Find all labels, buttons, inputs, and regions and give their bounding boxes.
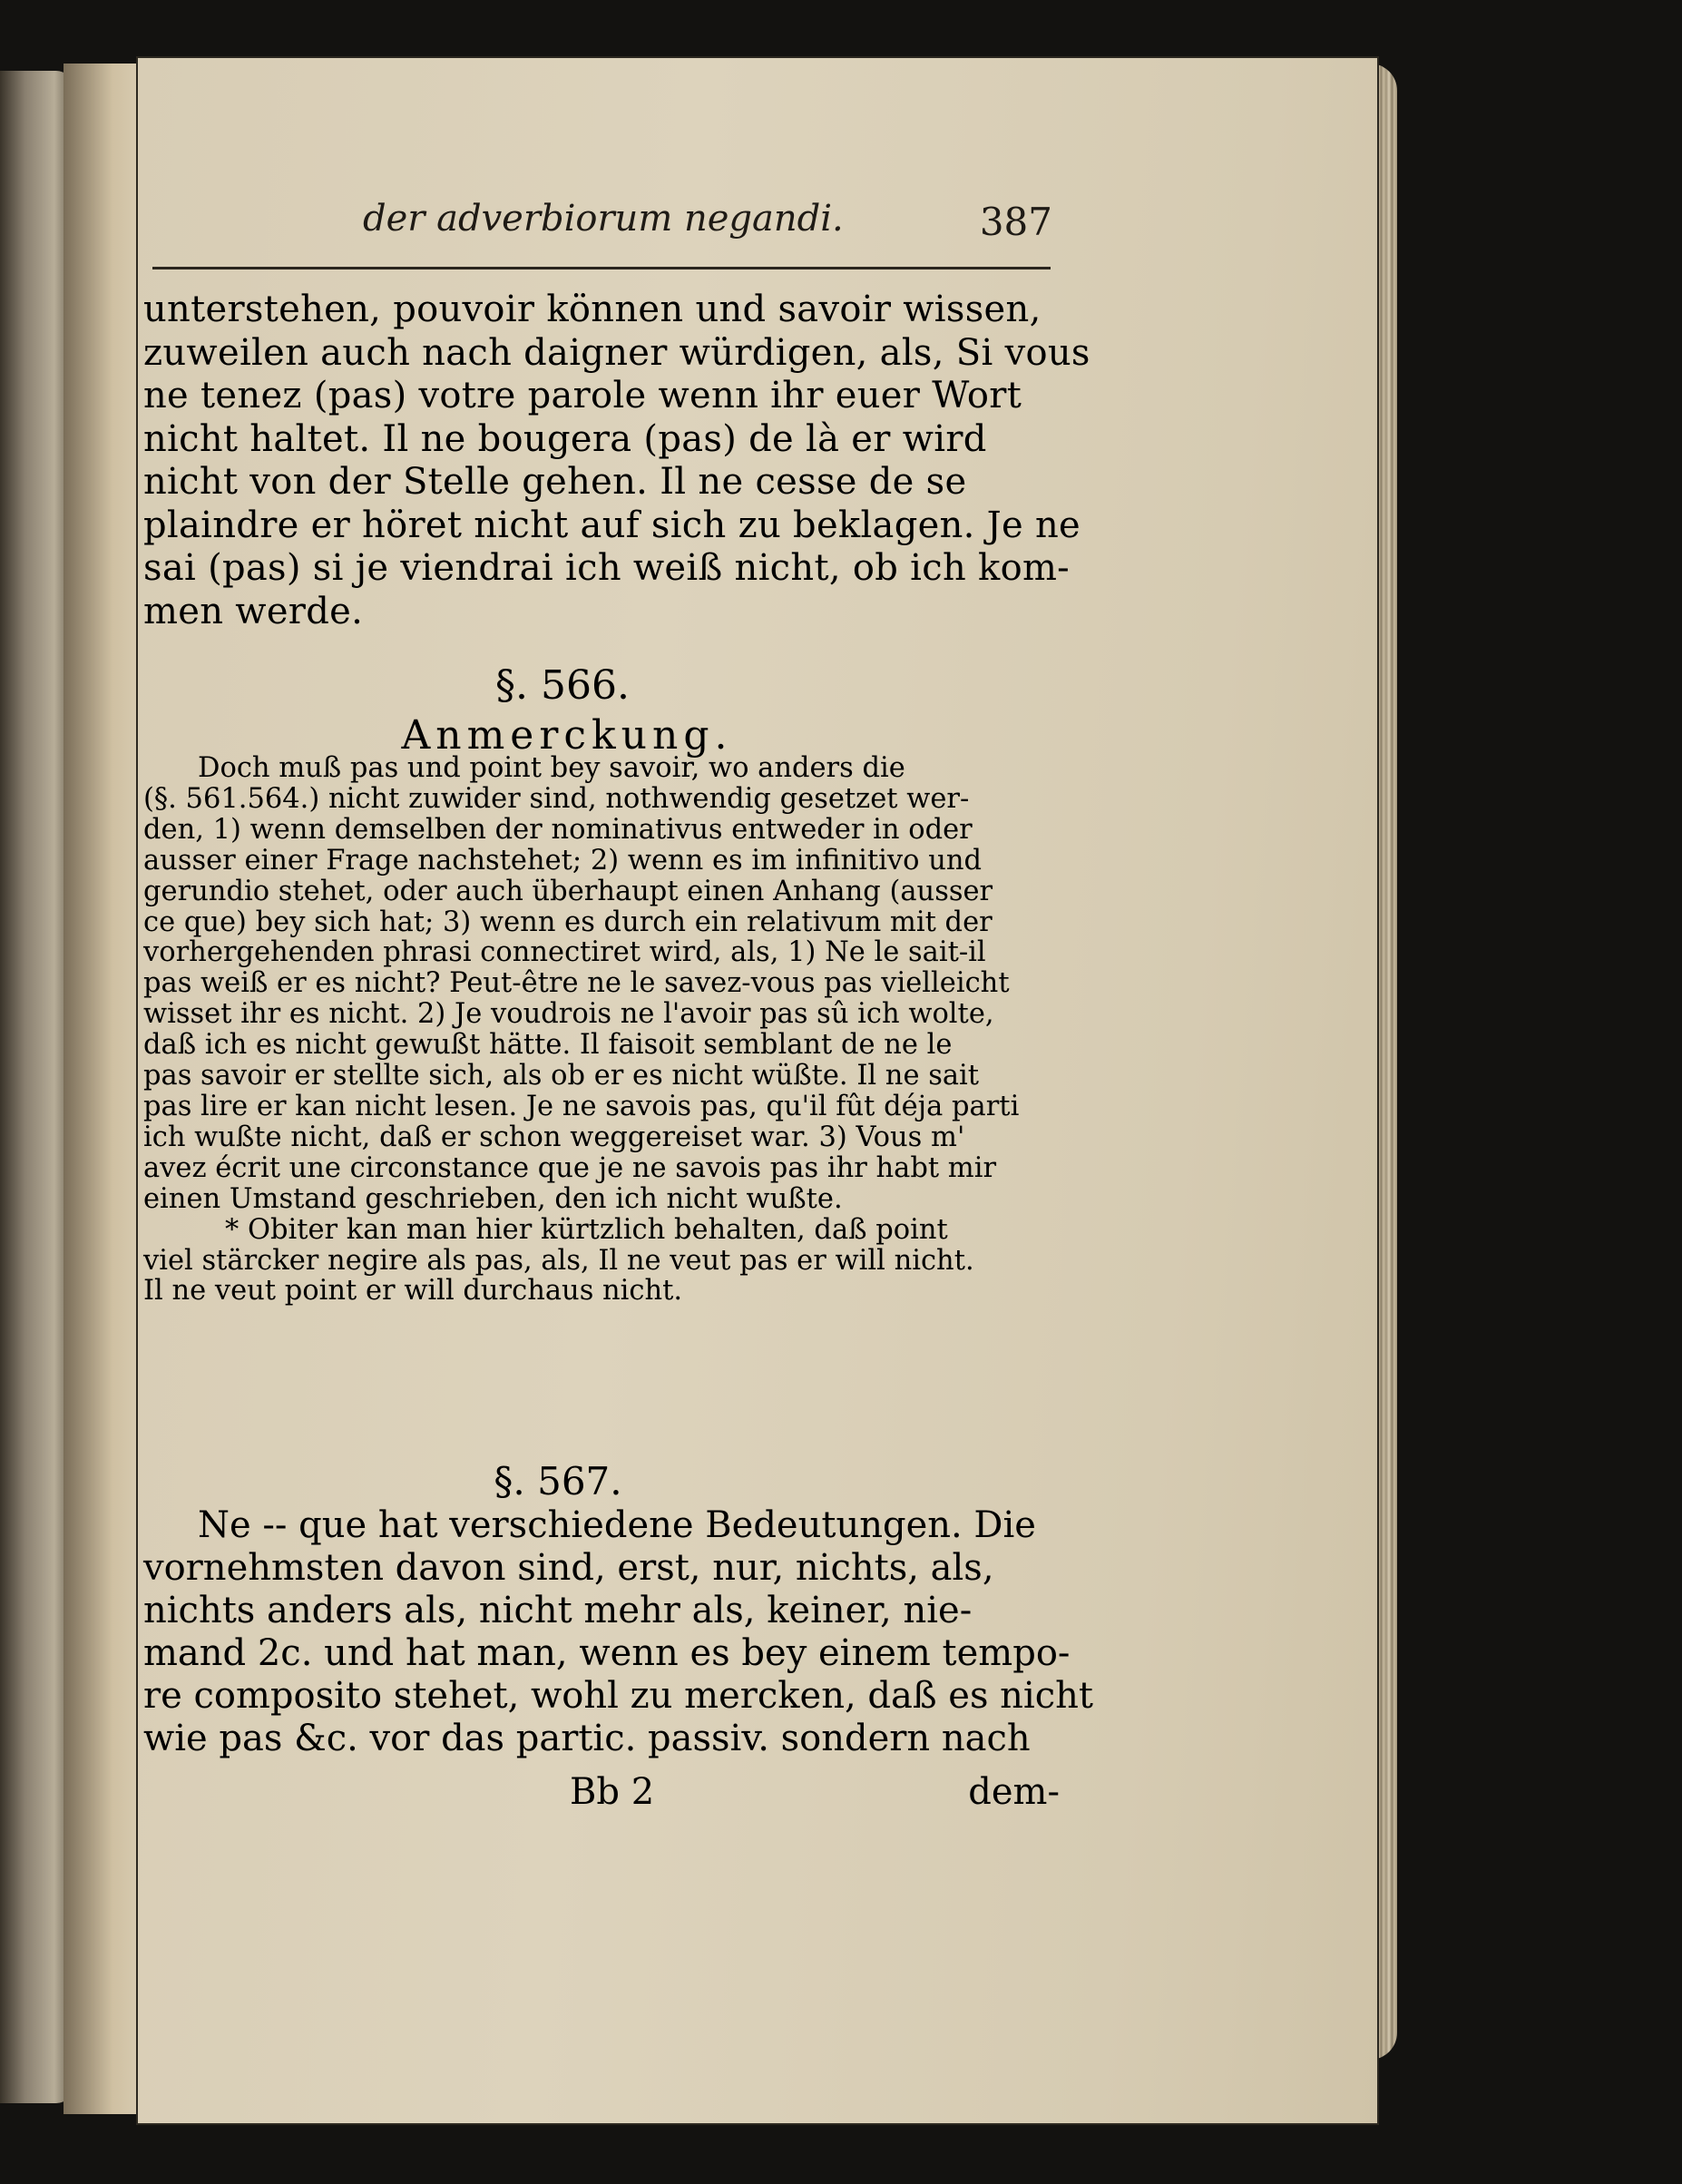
- page-footer: [143, 1771, 1060, 1822]
- header-rule: [152, 267, 1051, 269]
- text-line: sai (pas) si je viendrai ich weiß nicht, ob ich kom-: [143, 547, 1070, 589]
- text-line: nichts anders als, nicht mehr als, keiner, nie-: [143, 1590, 973, 1631]
- footnote-line: * Obiter kan man hier kürtzlich behalten, daß point: [225, 1213, 948, 1246]
- text-line: nicht von der Stelle gehen. Il ne cesse de se: [143, 461, 967, 503]
- footnote-line: viel stärcker negire als pas, als, Il ne veut pas er will nicht.: [143, 1244, 974, 1277]
- text-line: re composito stehet, wohl zu mercken, daß es nicht: [143, 1675, 1093, 1717]
- section-number-567: §. 567.: [494, 1459, 622, 1503]
- note-line: pas weiß er es nicht? Peut-être ne le savez-vous pas vielleicht: [143, 967, 1010, 1000]
- note-line: den, 1) wenn demselben der nominativus entweder in oder: [143, 813, 973, 846]
- note-line: ich wußte nicht, daß er schon weggereiset war. 3) Vous m': [143, 1121, 965, 1153]
- text-line: plaindre er höret nicht auf sich zu beklagen. Je ne: [143, 504, 1081, 546]
- text-line: mand 2c. und hat man, wenn es bey einem tempo-: [143, 1632, 1071, 1674]
- note-line: ce que) bey sich hat; 3) wenn es durch ein relativum mit der: [143, 906, 993, 938]
- note-line: vorhergehenden phrasi connectiret wird, als, 1) Ne le sait-il: [143, 936, 986, 969]
- paragraph-1: [143, 289, 1090, 633]
- note-line: avez écrit une circonstance que je ne savois pas ihr habt mir: [143, 1151, 997, 1184]
- note-line: daß ich es nicht gewußt hätte. Il faisoit semblant de ne le: [143, 1029, 953, 1062]
- text-line: unterstehen, pouvoir können und savoir wissen,: [143, 289, 1041, 330]
- text-line: wie pas &c. vor das partic. passiv. sondern nach: [143, 1718, 1031, 1759]
- note-paragraph: [143, 753, 1060, 1307]
- note-line: ausser einer Frage nachstehet; 2) wenn es im infinitivo und: [143, 844, 983, 877]
- note-line: (§. 561.564.) nicht zuwider sind, nothwendig gesetzet wer-: [143, 782, 970, 815]
- text-line: ne tenez (pas) votre parole wenn ihr euer Wort: [143, 375, 1022, 416]
- left-page-edge: [0, 71, 73, 2103]
- text-line: nicht haltet. Il ne bougera (pas) de là er wird: [143, 417, 987, 460]
- note-line: pas lire er kan nicht lesen. Je ne savois pas, qu'il fût déja parti: [143, 1090, 1020, 1122]
- note-line: Doch muß pas und point bey savoir, wo anders die: [198, 752, 905, 784]
- section-heading: Anmerckung.: [401, 712, 733, 759]
- text-line: vornehmsten davon sind, erst, nur, nichts, als,: [143, 1547, 994, 1589]
- note-line: wisset ihr es nicht. 2) Je voudrois ne l'avoir pas sû ich wolte,: [143, 998, 994, 1031]
- footnote-line: Il ne veut point er will durchaus nicht.: [143, 1275, 683, 1307]
- book-gutter: [64, 64, 145, 2114]
- note-line: einen Umstand geschrieben, den ich nicht wußte.: [143, 1182, 843, 1215]
- text-line: Ne -- que hat verschiedene Bedeutungen. Die: [198, 1504, 1036, 1546]
- text-line: men werde.: [143, 590, 364, 632]
- note-line: pas savoir er stellte sich, als ob er es nicht wüßte. Il ne sait: [143, 1060, 980, 1092]
- paragraph-2: [143, 1504, 1093, 1760]
- signature-mark: Bb 2: [570, 1771, 655, 1813]
- text-line: zuweilen auch nach daigner würdigen, als, Si vous: [143, 331, 1090, 374]
- section-number-566: §. 566.: [495, 662, 630, 709]
- page-number: 387: [979, 200, 1052, 244]
- catchword: dem-: [968, 1771, 1060, 1813]
- running-title: der adverbiorum negandi.: [363, 198, 844, 240]
- note-line: gerundio stehet, oder auch überhaupt einen Anhang (ausser: [143, 875, 993, 907]
- running-head: [363, 198, 1052, 252]
